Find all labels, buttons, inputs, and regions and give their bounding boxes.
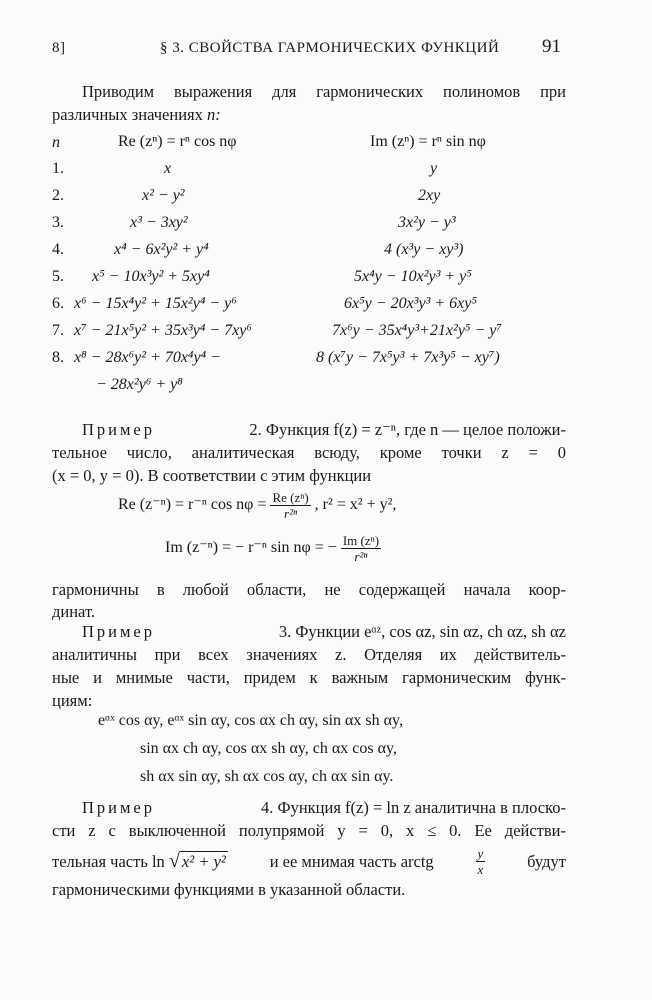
row-number: 2.: [52, 187, 64, 204]
table-col-im: Im (zⁿ) = rⁿ sin nφ: [370, 133, 486, 150]
row-re: x⁸ − 28x⁶y² + 70x⁴y⁴ −: [74, 349, 221, 366]
intro-line-2-text: различных значениях: [52, 105, 203, 124]
harmonic-functions-row-1: eᵅˣ cos αy, eᵅˣ sin αy, cos αx ch αy, sin αx sh αy,: [98, 712, 403, 729]
row-re: x⁵ − 10x³y² + 5xy⁴: [92, 268, 210, 285]
table-col-n: n: [52, 134, 60, 151]
row-im: 5x⁴y − 10x²y³ + y⁵: [354, 268, 472, 285]
example-4-line-3: [52, 846, 566, 877]
equation-re-lhs: Re (z⁻ⁿ) = r⁻ⁿ cos nφ =: [118, 496, 267, 514]
example-3-line-3: ные и мнимые части, придем к важным гармоническим функ-: [52, 668, 566, 687]
row-im: 3x²y − y³: [398, 214, 456, 231]
row-number: 1.: [52, 160, 64, 177]
row-number: 8.: [52, 349, 64, 366]
example-4-line-3-start: [52, 850, 228, 873]
intro-line-2: [52, 103, 221, 126]
denominator: r²ⁿ: [284, 506, 298, 521]
example-4-line-1: [82, 796, 566, 819]
example-2-label: Пример: [82, 420, 156, 439]
row-re: x³ − 3xy²: [130, 214, 188, 231]
row-number: 4.: [52, 241, 64, 258]
row-re: x⁷ − 21x⁵y² + 35x³y⁴ − 7xy⁶: [74, 322, 252, 339]
fraction: [476, 846, 486, 877]
harmonic-functions-row-2: sin αx ch αy, cos αx sh αy, ch αx cos αy,: [140, 740, 397, 757]
row-im: 7x⁶y − 35x⁴y³+21x²y⁵ − y⁷: [332, 322, 502, 339]
fraction: [341, 533, 381, 564]
row-re: x² − y²: [142, 187, 185, 204]
example-3-label: Пример: [82, 622, 156, 641]
example-2-after-1: гармоничны в любой области, не содержащей начала коор-: [52, 580, 566, 599]
numerator: Re (zⁿ): [272, 490, 309, 505]
example-4-text: 4. Функция f(z) = ln z аналитична в плоско-: [261, 798, 566, 817]
equation-im-lhs: Im (z⁻ⁿ) = − r⁻ⁿ sin nφ = −: [165, 539, 337, 557]
row-number: 5.: [52, 268, 64, 285]
intro-line-2-var: n:: [207, 105, 221, 124]
running-head-title: § 3. СВОЙСТВА ГАРМОНИЧЕСКИХ ФУНКЦИЙ: [160, 40, 500, 56]
row-number: 3.: [52, 214, 64, 231]
row-number: 6.: [52, 295, 64, 312]
imag-part-label: и ее мнимая часть arctg: [269, 852, 434, 871]
denominator: r²ⁿ: [354, 549, 368, 564]
row-re: x⁴ − 6x²y² + y⁴: [114, 241, 209, 258]
example-2-line-2: тельное число, аналитическая всюду, кроме точки z = 0: [52, 443, 566, 462]
example-3-line-2: аналитичны при всех значениях z. Отделяя их действитель-: [52, 645, 566, 664]
row-number: 7.: [52, 322, 64, 339]
sqrt-icon: √: [168, 850, 180, 872]
numerator: y: [477, 846, 484, 861]
numerator: Im (zⁿ): [342, 533, 380, 548]
row-im: 8 (x⁷y − 7x⁵y³ + 7x³y⁵ − xy⁷): [316, 349, 500, 366]
row-re: x⁶ − 15x⁴y² + 15x²y⁴ − y⁶: [74, 295, 237, 312]
example-4-line-2: сти z с выключенной полупрямой y = 0, x ≤ 0. Ее действи-: [52, 821, 566, 840]
page-number: 91: [542, 36, 561, 57]
sqrt-radicand: x² + y²: [181, 852, 226, 871]
example-4-line-3-end: будут: [527, 852, 566, 871]
running-head-left: 8]: [52, 40, 66, 56]
example-2-line-3: (x = 0, y = 0). В соответствии с этим функции: [52, 466, 372, 485]
example-3-line-1: [82, 620, 566, 643]
table-col-re: Re (zⁿ) = rⁿ cos nφ: [118, 133, 237, 150]
example-2-line-1: [82, 418, 566, 441]
row-im: 4 (x³y − xy³): [384, 241, 464, 258]
real-part-label: тельная часть ln: [52, 852, 165, 871]
example-4-label: Пример: [82, 798, 156, 817]
denominator: x: [477, 862, 484, 877]
example-2-text: 2. Функция f(z) = z⁻ⁿ, где n — целое положи-: [249, 420, 566, 439]
table-row-8-continuation: − 28x²y⁶ + y⁸: [96, 376, 183, 393]
equation-re-tail: , r² = x² + y²,: [314, 496, 397, 514]
fraction: [270, 490, 310, 521]
intro-line-1: Приводим выражения для гармонических полиномов при: [82, 82, 566, 101]
equation-im: [165, 533, 381, 564]
example-2-after-2: динат.: [52, 602, 96, 621]
example-3-text: 3. Функции eᵅᶻ, cos αz, sin αz, ch αz, sh αz: [278, 622, 566, 641]
example-4-line-4: гармоническими функциями в указанной области.: [52, 880, 406, 899]
equation-re: [118, 490, 396, 521]
row-im: y: [430, 160, 438, 177]
row-im: 6x⁵y − 20x³y³ + 6xy⁵: [344, 295, 477, 312]
example-3-line-4: циям:: [52, 691, 93, 710]
row-re: x: [164, 160, 172, 177]
row-im: 2xy: [418, 187, 441, 204]
harmonic-functions-row-3: sh αx sin αy, sh αx cos αy, ch αx sin αy.: [140, 768, 394, 785]
